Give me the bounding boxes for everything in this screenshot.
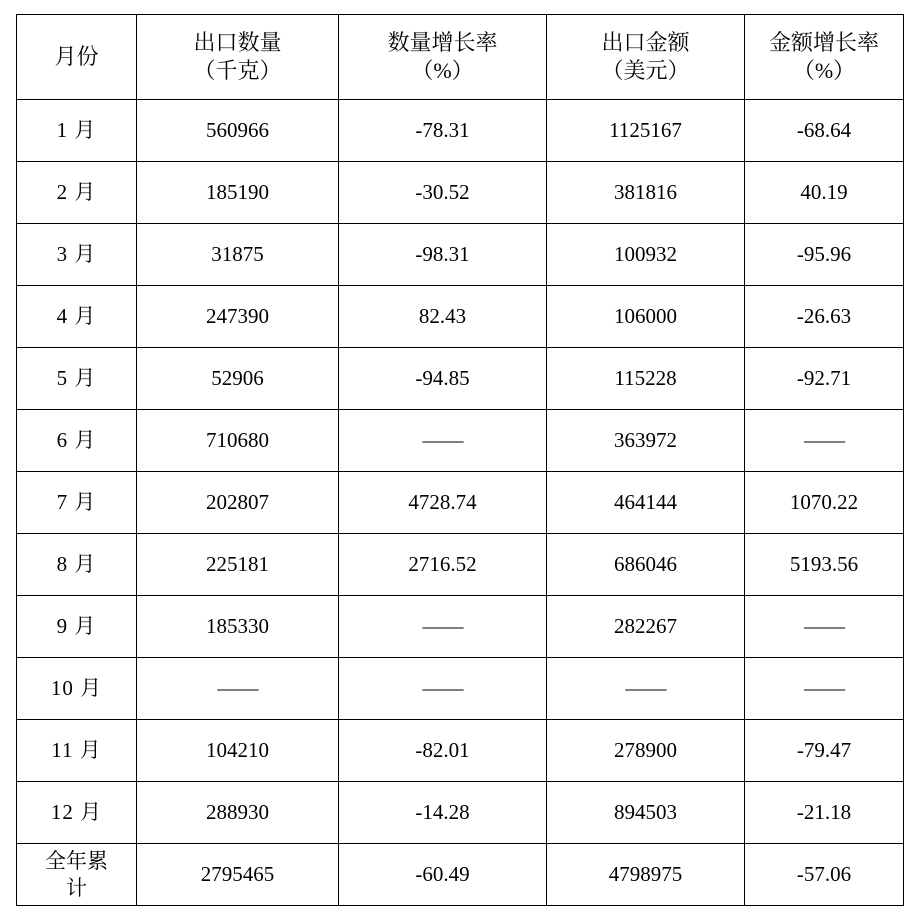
- cell-export-quantity: 185190: [137, 162, 339, 224]
- table-row: [17, 286, 904, 348]
- cell-amount-growth: -68.64: [745, 100, 904, 162]
- table-row: [17, 472, 904, 534]
- cell-export-amount: 686046: [547, 534, 745, 596]
- cell-month: 10 月: [17, 658, 137, 720]
- cell-month: 4 月: [17, 286, 137, 348]
- cell-export-amount: 464144: [547, 472, 745, 534]
- column-header-export-quantity-line1: 出口数量: [193, 29, 282, 55]
- cell-quantity-growth: 4728.74: [339, 472, 547, 534]
- cell-export-amount: 278900: [547, 720, 745, 782]
- cell-amount-growth: -92.71: [745, 348, 904, 410]
- cell-quantity-growth: ——: [339, 596, 547, 658]
- cell-quantity-growth: -94.85: [339, 348, 547, 410]
- table-row: [17, 534, 904, 596]
- cell-total-export-amount: 4798975: [547, 844, 745, 906]
- cell-export-quantity: 104210: [137, 720, 339, 782]
- cell-month: 2 月: [17, 162, 137, 224]
- cell-export-amount: 115228: [547, 348, 745, 410]
- cell-export-amount: 1125167: [547, 100, 745, 162]
- cell-export-quantity: ——: [137, 658, 339, 720]
- cell-amount-growth: ——: [745, 596, 904, 658]
- cell-month: 7 月: [17, 472, 137, 534]
- cell-month: 8 月: [17, 534, 137, 596]
- export-statistics-table: [16, 14, 904, 906]
- cell-quantity-growth: -78.31: [339, 100, 547, 162]
- table-row: [17, 658, 904, 720]
- cell-quantity-growth: 2716.52: [339, 534, 547, 596]
- column-header-export-quantity-line2: （千克）: [193, 58, 282, 83]
- cell-quantity-growth: -14.28: [339, 782, 547, 844]
- cell-total-label: [17, 844, 137, 906]
- table-total-row: [17, 844, 904, 906]
- cell-export-amount: 363972: [547, 410, 745, 472]
- cell-quantity-growth: ——: [339, 658, 547, 720]
- cell-quantity-growth: 82.43: [339, 286, 547, 348]
- column-header-amount-growth-line1: 金额增长率: [768, 29, 879, 55]
- cell-total-label-line2: 计: [66, 875, 87, 900]
- column-header-quantity-growth-line2: （%）: [411, 58, 474, 83]
- cell-amount-growth: -95.96: [745, 224, 904, 286]
- cell-export-quantity: 52906: [137, 348, 339, 410]
- cell-export-quantity: 185330: [137, 596, 339, 658]
- cell-export-quantity: 31875: [137, 224, 339, 286]
- cell-export-quantity: 225181: [137, 534, 339, 596]
- cell-amount-growth: 5193.56: [745, 534, 904, 596]
- cell-amount-growth: ——: [745, 658, 904, 720]
- table-header-row: [17, 15, 904, 100]
- cell-amount-growth: -79.47: [745, 720, 904, 782]
- table-row: [17, 100, 904, 162]
- table-row: [17, 410, 904, 472]
- cell-amount-growth: 1070.22: [745, 472, 904, 534]
- column-header-export-amount: [547, 15, 745, 100]
- cell-month: 6 月: [17, 410, 137, 472]
- column-header-amount-growth: [745, 15, 904, 100]
- table-row: [17, 162, 904, 224]
- cell-month: 12 月: [17, 782, 137, 844]
- cell-month: 9 月: [17, 596, 137, 658]
- cell-export-amount: 100932: [547, 224, 745, 286]
- column-header-export-quantity: [137, 15, 339, 100]
- column-header-export-amount-line1: 出口金额: [601, 29, 690, 55]
- cell-quantity-growth: ——: [339, 410, 547, 472]
- cell-total-amount-growth: -57.06: [745, 844, 904, 906]
- cell-month: 5 月: [17, 348, 137, 410]
- cell-quantity-growth: -82.01: [339, 720, 547, 782]
- cell-month: 3 月: [17, 224, 137, 286]
- cell-export-quantity: 247390: [137, 286, 339, 348]
- cell-export-amount: 282267: [547, 596, 745, 658]
- column-header-amount-growth-line2: （%）: [792, 58, 856, 83]
- cell-amount-growth: ——: [745, 410, 904, 472]
- cell-export-amount: 894503: [547, 782, 745, 844]
- cell-amount-growth: -26.63: [745, 286, 904, 348]
- table-row: [17, 720, 904, 782]
- cell-month: 11 月: [17, 720, 137, 782]
- cell-quantity-growth: -30.52: [339, 162, 547, 224]
- column-header-quantity-growth-line1: 数量增长率: [387, 29, 498, 55]
- column-header-quantity-growth: [339, 15, 547, 100]
- cell-amount-growth: 40.19: [745, 162, 904, 224]
- table-row: [17, 596, 904, 658]
- table-row: [17, 782, 904, 844]
- cell-total-quantity-growth: -60.49: [339, 844, 547, 906]
- cell-export-amount: ——: [547, 658, 745, 720]
- cell-export-quantity: 560966: [137, 100, 339, 162]
- cell-export-quantity: 288930: [137, 782, 339, 844]
- cell-export-amount: 106000: [547, 286, 745, 348]
- cell-month: 1 月: [17, 100, 137, 162]
- cell-export-quantity: 710680: [137, 410, 339, 472]
- column-header-month-line1: 月份: [54, 43, 99, 69]
- cell-export-amount: 381816: [547, 162, 745, 224]
- table-row: [17, 224, 904, 286]
- cell-amount-growth: -21.18: [745, 782, 904, 844]
- table-row: [17, 348, 904, 410]
- column-header-export-amount-line2: （美元）: [601, 58, 690, 83]
- cell-total-label-line1: 全年累: [45, 848, 108, 873]
- column-header-month: [17, 15, 137, 100]
- cell-total-export-quantity: 2795465: [137, 844, 339, 906]
- cell-quantity-growth: -98.31: [339, 224, 547, 286]
- cell-export-quantity: 202807: [137, 472, 339, 534]
